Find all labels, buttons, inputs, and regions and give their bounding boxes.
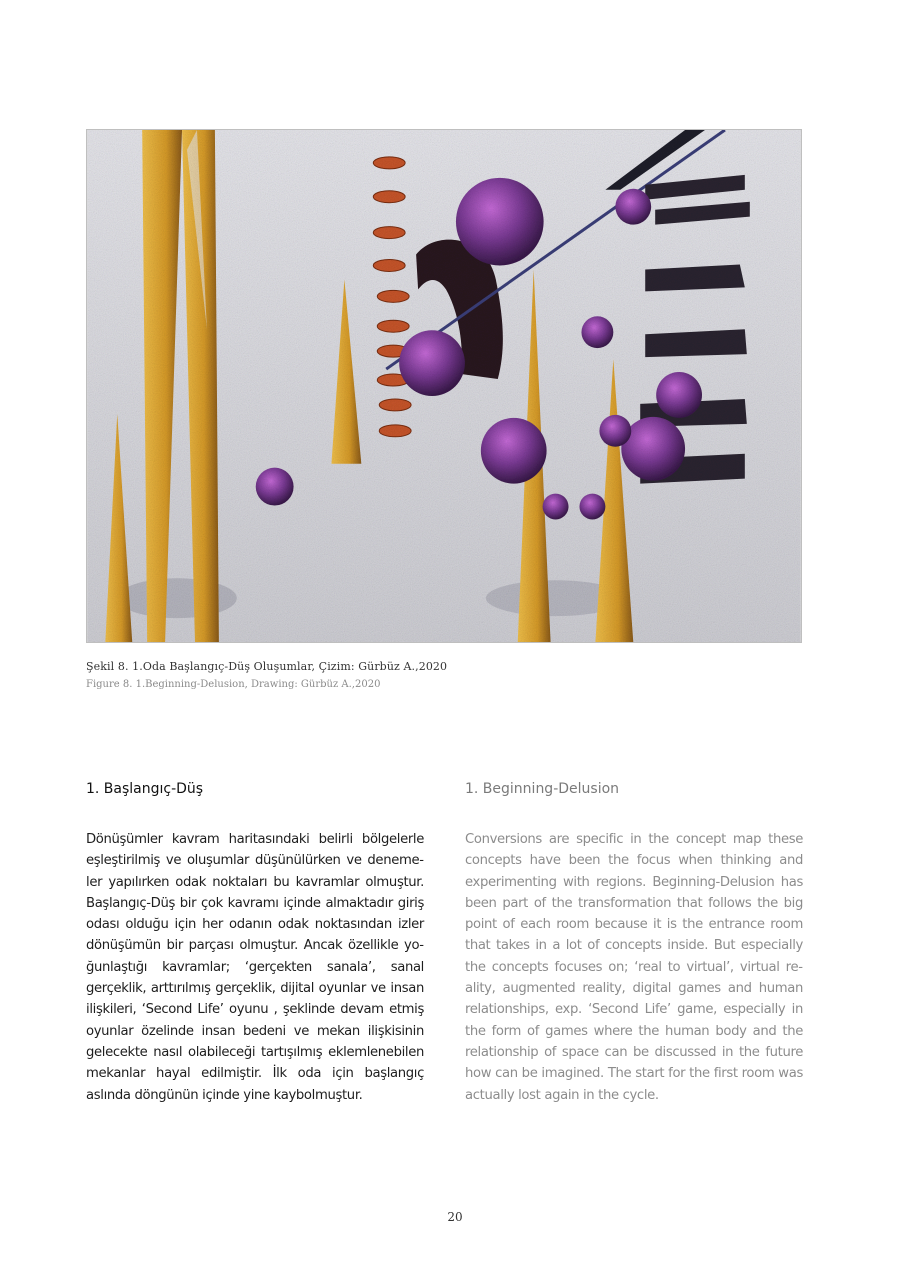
body-paragraph-english: Conversions are specific in the concept map these concepts have been the focus when thinking and experimenting with regions. Beginning-Delusion has been part of the transformation that follows the big point of each room because it is the entrance room that takes in a lot of concepts inside. But especially the concepts focuses on; ‘real to virtual’, virtual reality, augmented reality, digital games and human relationships, exp. ‘Second Life’ game, especially in the form of games where the human body and the relationship of space can be discussed in the future how can be imagined. The start for the first room was actually lost again in the cycle. (465, 832, 803, 1103)
figure-caption-turkish: Şekil 8. 1.Oda Başlangıç-Düş Oluşumlar, Çizim: Gürbüz A.,2020 (86, 660, 448, 673)
left-column (86, 779, 424, 1106)
section-heading-turkish: 1. Başlangıç-Düş (86, 781, 204, 797)
page-number: 20 (447, 1210, 463, 1224)
figure-drawing-svg (87, 130, 801, 642)
section-heading-english: 1. Beginning-Delusion (465, 781, 620, 797)
body-paragraph-turkish: Dönüşümler kavram haritasındaki belirli bölgelerle eşleştirilmiş ve oluşumlar düşünülürken ve denemeler yapılırken odak noktaları bu kavramlar olmuştur. Başlangıç-Düş bir çok kavramı içinde almaktadır giriş odası olduğu için her odanın odak noktasından izler dönüşümün bir parçası olmuştur. Ancak özellikle yoğunlaştığı kavramlar; ‘gerçekten sanala’, sanal gerçeklik, arttırılmış gerçeklik, dijital oyunlar ve insan ilişkileri, ‘Second Life’ oyunu , şeklinde devam etmiş oyunlar özelinde insan bedeni ve mekan ilişkisinin gelecekte nasıl olabileceği tartışılmış eklemlenebilen mekanlar hayal edilmiştir. İlk oda için başlangıç aslında döngünün içinde yine kaybolmuştur. (86, 832, 424, 1103)
right-column (465, 779, 803, 1106)
figure-image (86, 129, 802, 643)
figure-caption-english: Figure 8. 1.Beginning-Delusion, Drawing: Gürbüz A.,2020 (86, 679, 381, 690)
